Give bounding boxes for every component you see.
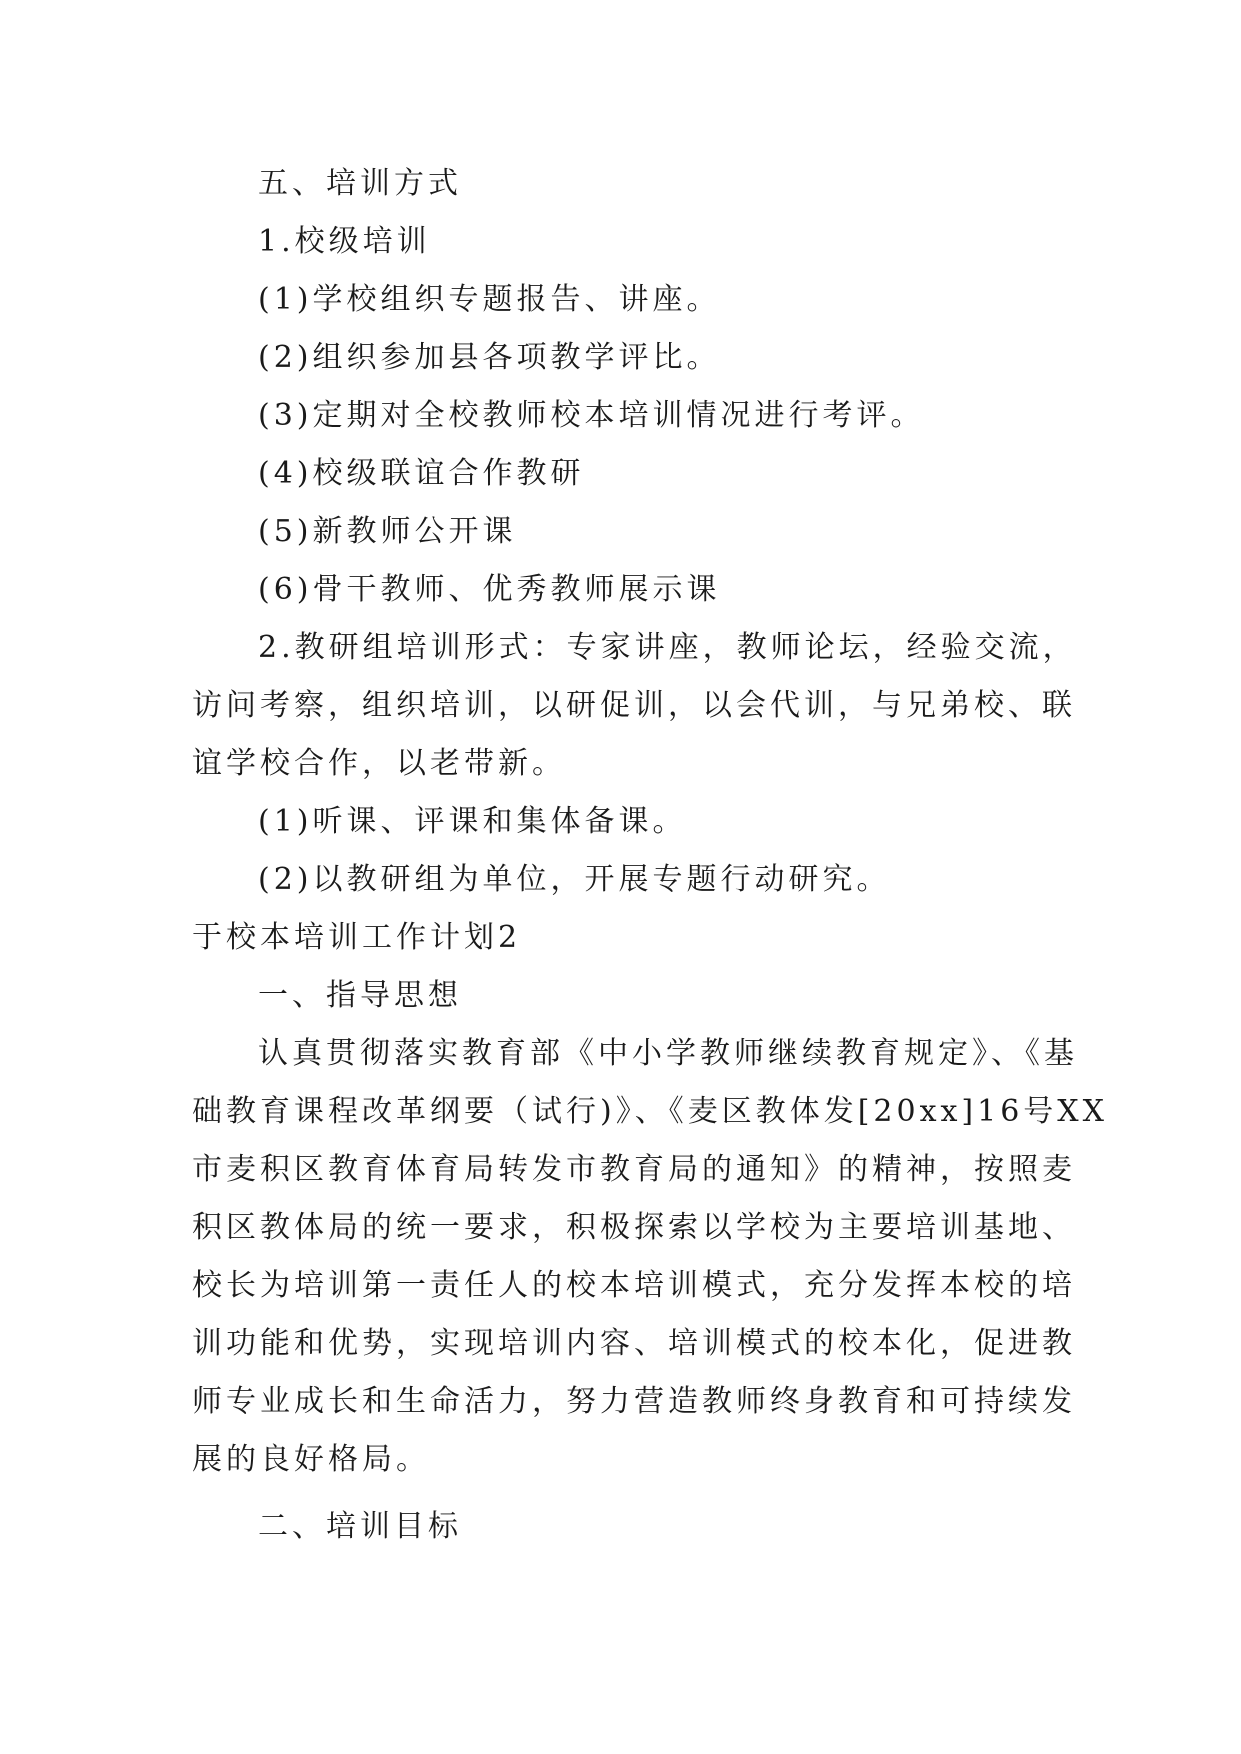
- section-heading: 五、培训方式: [258, 166, 462, 201]
- list-item: (5)新教师公开课: [258, 514, 517, 549]
- list-item: (3)定期对全校教师校本培训情况进行考评。: [258, 398, 925, 433]
- list-item: (6)骨干教师、优秀教师展示课: [258, 572, 721, 607]
- list-item: (1)听课、评课和集体备课。: [258, 804, 687, 839]
- list-item: (1)学校组织专题报告、讲座。: [258, 282, 721, 317]
- paragraph-line: 2.教研组培训形式：专家讲座，教师论坛，经验交流，: [258, 630, 1077, 665]
- paragraph-line: 础教育课程改革纲要（试行)》、《麦区教体发[20xx]16号XX: [192, 1094, 1109, 1129]
- paragraph-line: 师专业成长和生命活力，努力营造教师终身教育和可持续发: [192, 1384, 1076, 1419]
- list-item: (2)以教研组为单位，开展专题行动研究。: [258, 862, 891, 897]
- paragraph-line: 校长为培训第一责任人的校本培训模式，充分发挥本校的培: [192, 1268, 1076, 1303]
- section-heading: 二、培训目标: [258, 1509, 462, 1544]
- paragraph-line: 市麦积区教育体育局转发市教育局的通知》的精神，按照麦: [192, 1152, 1076, 1187]
- section-heading: 一、指导思想: [258, 978, 462, 1013]
- paragraph-line: 谊学校合作，以老带新。: [192, 746, 566, 781]
- paragraph-line: 训功能和优势，实现培训内容、培训模式的校本化，促进教: [192, 1326, 1076, 1361]
- paragraph-line: 认真贯彻落实教育部《中小学教师继续教育规定》、《基: [258, 1036, 1078, 1071]
- list-item: (2)组织参加县各项教学评比。: [258, 340, 721, 375]
- paragraph-line: 访问考察，组织培训，以研促训，以会代训，与兄弟校、联: [192, 688, 1076, 723]
- document-title: 于校本培训工作计划2: [192, 920, 522, 955]
- list-item: (4)校级联谊合作教研: [258, 456, 585, 491]
- paragraph-line: 展的良好格局。: [192, 1442, 430, 1477]
- paragraph-line: 积区教体局的统一要求，积极探索以学校为主要培训基地、: [192, 1210, 1076, 1245]
- subsection-heading: 1.校级培训: [258, 224, 431, 259]
